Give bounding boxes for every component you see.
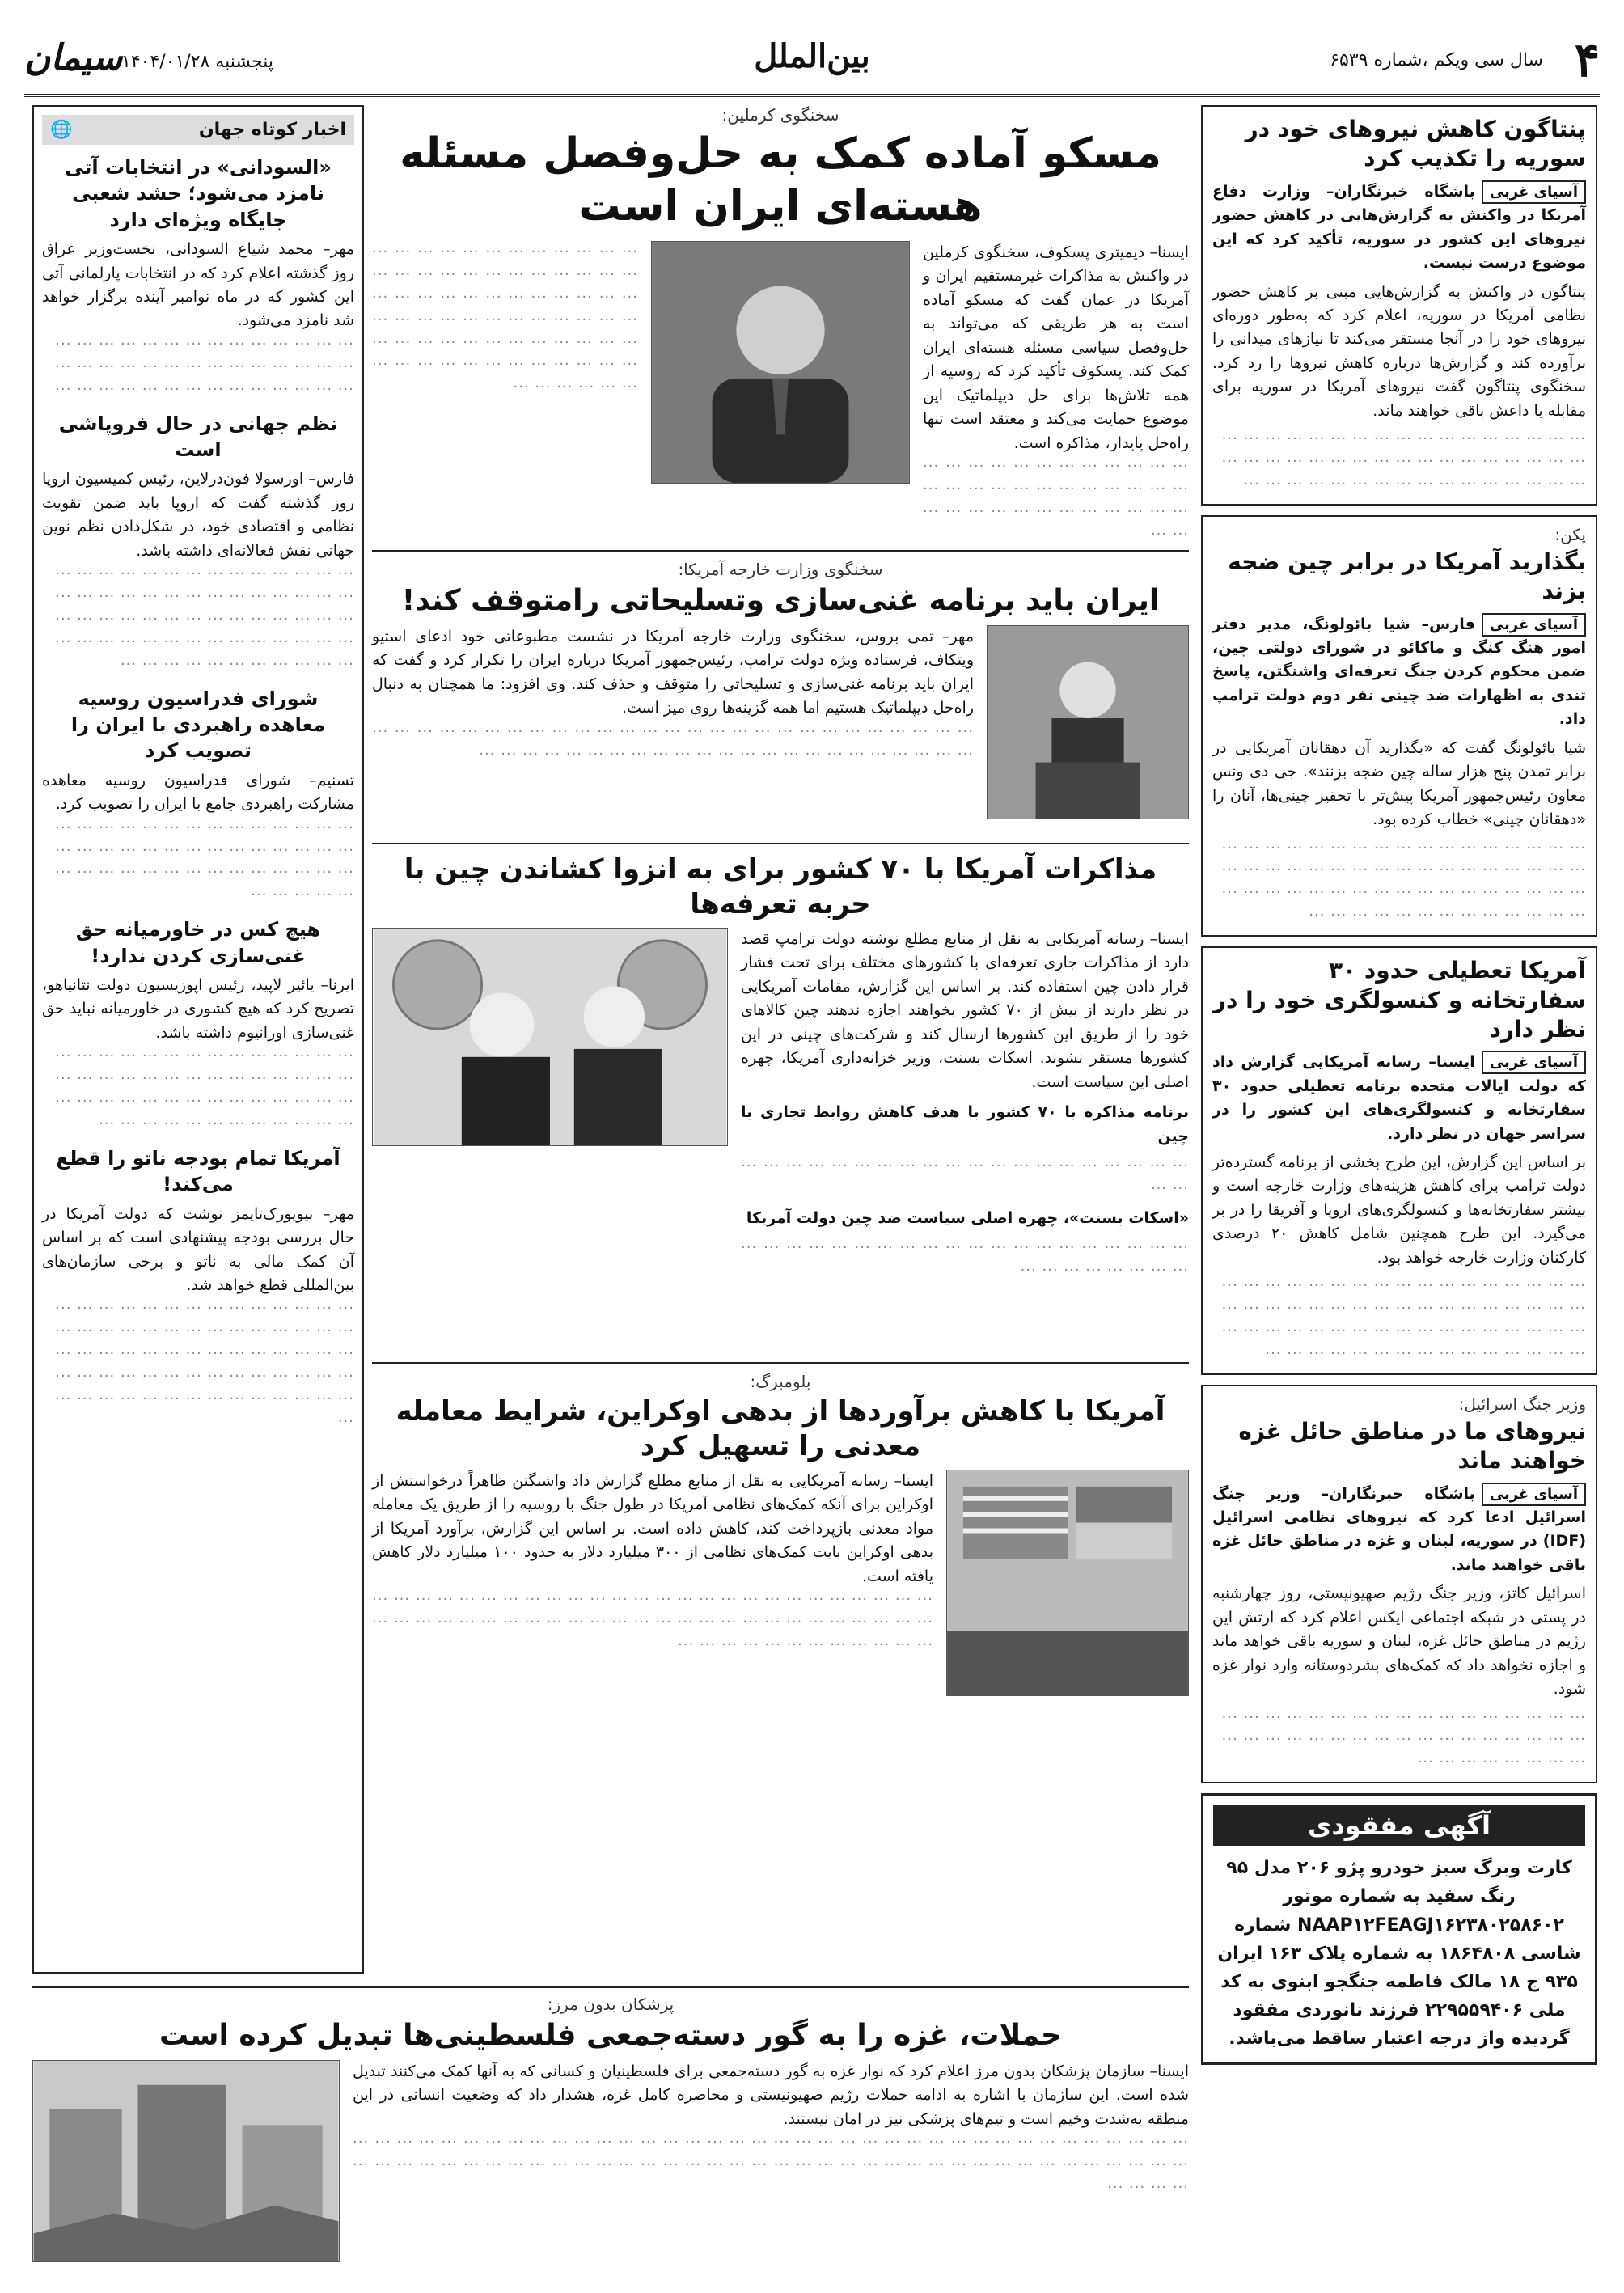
lead: ایسنا– رسانه آمریکایی گزارش داد که دولت ایالات متحده برنامه تعطیلی حدود ۳۰ سفارتخانه و کنسولگری‌های این کشور را در سراسر جهان در نظر دارد. — [1212, 1053, 1586, 1143]
gaza-rubble-photo — [32, 2060, 340, 2262]
middle-column — [372, 105, 1189, 1974]
kicker: وزیر جنگ اسرائیل: — [1458, 1394, 1586, 1414]
brief-headline: «السودانی» در انتخابات آتی نامزد می‌شود؛ حشد شعبی جایگاه ویژه‌ای دارد — [65, 156, 332, 231]
page-number: ۴ — [1574, 32, 1600, 87]
flags-image — [947, 1470, 1188, 1695]
story-beijing: پکن: بگذارید آمریکا در برابر چین ضجه بزند آسیای غربی فارس– شیا بائولونگ، مدیر دفتر امور هنگ کنگ و ماکائو در شورای دولتی چین، ضمن محکوم کردن جنگ تعرفه‌ای واشنگتن، پاسخ تندی به اظهارات ضد چینی نفر دوم دولت ترامپ داد. شیا بائولونگ گفت که «بگذارید آن دهقانان آمریکایی در برابر تمدن پنج هزار ساله چین ضجه بزنند». جی دی ونس معاون رئیس‌جمهور آمریکا پیش‌تر با تحقیر چینی‌ها، آنان را «دهقانان چینی» خطاب کرده بود. ··· ··· ··· ··· ··· ··· ··· ··· ··· ··· ··· ··· ··· ··· ··· ··· ··· ··· ··· ··· ··· ··· ··· ··· ··· ··· ··· ··· ··· ··· ··· ··· ··· ··· ··· ··· ··· ··· ··· ··· ··· ··· ··· ··· ··· ··· ··· ··· ··· ··· ··· ··· ··· ··· ··· ··· ··· ··· ··· ··· ··· ··· ··· ··· — [1201, 515, 1597, 937]
region-tag: آسیای غربی — [1482, 180, 1586, 204]
lead: باشگاه خبرنگاران– وزیر جنگ اسرائیل ادعا کرد که نیروهای نظامی اسرائیل (IDF) در سوریه، لبنان و غزه در مناطق حائل غزه باقی خواهند ماند. — [1212, 1484, 1586, 1574]
rubble-image — [33, 2061, 339, 2261]
flags-photo — [946, 1470, 1189, 1696]
headline: پنتاگون کاهش نیروهای خود در سوریه را تکذیب کرد — [1245, 116, 1586, 172]
lead: فارس– شیا بائولونگ، مدیر دفتر امور هنگ کنگ و ماکائو در شورای دولتی چین، ضمن محکوم کردن جنگ تعرفه‌ای واشنگتن، پاسخ تندی به اظهارات ضد چینی نفر دوم دولت ترامپ داد. — [1212, 615, 1586, 729]
brief-headline: نظم جهانی در حال فروپاشی است — [58, 412, 338, 461]
story-tariffs: مذاکرات آمریکا با ۷۰ کشور برای به انزوا کشاندن چین با حربه تعرفه‌ها ایسنا– رسانه آمریکایی به نقل از منابع مطلع نوشته دولت ترامپ قصد دارد از مذاکرات جاری تعرفه‌ای با کشورهای مختلف برای تحت فشار قرار دادن چین استفاده کند. بر اساس این گزارش، مقامات آمریکایی در نظر دارند از بیش از ۷۰ کشور بخواهند اجازه ندهند چین کالاهای خود را از طریق این کشورها ارسال کند و شرکت‌های چینی در این کشورها مستقر نشوند. اسکات بسنت، وزیر خزانه‌داری آمریکا، چهره اصلی این سیاست است. برنامه مذاکره با ۷۰ کشور با هدف کاهش روابط تجاری با چین ··· ··· ··· ··· ··· ··· ··· ··· ··· ··· ··· ··· ··· ··· ··· ··· ··· ··· ··· ··· ··· ··· «اسکات بسنت»، چهره اصلی سیاست ضد چین دولت آمریکا ··· ··· ··· ··· ··· ··· ··· ··· ··· ··· ··· ··· ··· ··· ··· ··· ··· ··· ··· ··· ··· ··· ··· ··· ··· ··· ··· ··· — [372, 852, 1189, 1354]
kicker: سخنگوی وزارت خارجه آمریکا: — [678, 560, 883, 579]
region-tag: آسیای غربی — [1482, 1483, 1586, 1506]
podium-image — [988, 626, 1188, 819]
kicker: بلومبرگ: — [750, 1372, 811, 1391]
brief-headline: هیچ کس در خاورمیانه حق غنی‌سازی کردن ندارد! — [75, 918, 321, 967]
article-text: ایسنا– رسانه آمریکایی به نقل از منابع مطلع نوشته دولت ترامپ قصد دارد از مذاکرات جاری تعرفه‌ای با کشورهای مختلف برای تحت فشار قرار دادن چین استفاده کند. بر اساس این گزارش، مقامات آمریکایی در نظر دارند از بیش از ۷۰ کشور بخواهند اجازه ندهند چین کالاهای خود را از طریق این کشورها ارسال کند و شرکت‌های چینی در این کشورها مستقر نشوند. اسکات بسنت، وزیر خزانه‌داری آمریکا، چهره اصلی این سیاست است. — [741, 930, 1189, 1091]
article-text: ایسنا– سازمان پزشکان بدون مرز اعلام کرد که نوار غزه به گور دسته‌جمعی برای فلسطینیان و کسانی که به آنها کمک می‌کنند تبدیل شده است. این سازمان با اشاره به ادامه حملات رژیم صهیونیستی و محاصره کامل غزه، هشدار داد که وضعیت انسانی در این منطقه به‌شدت وخیم است و تیم‌های پزشکی نیز در امان نیستند. — [353, 2062, 1189, 2128]
ad-title: آگهی مفقودی — [1213, 1805, 1585, 1846]
article-text: مهر– تمی بروس، سخنگوی وزارت خارجه آمریکا در نشست مطبوعاتی خود ادعای استیو ویتکاف، فرستاده ویژه دولت ترامپ، رئیس‌جمهور آمریکا درباره ایران را تکرار کرد و گفت که ایران باید برنامه غنی‌سازی و تسلیحاتی را متوقف و حذف کند. وی افزود: ما همچنان به دنبال راه‌حل دیپلماتیک هستیم اما همه گزینه‌ها روی میز است. — [372, 628, 974, 717]
region-tag: آسیای غربی — [1482, 1051, 1586, 1074]
article-text: اسرائیل کاتز، وزیر جنگ رژیم صهیونیستی، روز چهارشنبه در پستی در شبکه اجتماعی ایکس اعلام کرد که ارتش این رژیم در مناطق حائل غزه، لبنان و سوریه باقی خواهد ماند و اجازه نخواهد داد که کمک‌های بشردوستانه وارد نوار غزه شود. — [1212, 1584, 1586, 1699]
story-kremlin: سخنگوی کرملین: مسکو آماده کمک به حل‌وفصل مسئله هسته‌ای ایران است ایسنا– دیمیتری پسکوف، سخنگوی کرملین در واکنش به مذاکرات غیرمستقیم ایران و آمریکا در عمان گفت که مسکو آماده است به هر طریقی که می‌تواند به حل‌وفصل سیاسی مسئله هسته‌ای ایران کمک کند. پسکوف تأکید کرد که روسیه از همه تلاش‌ها برای حل دیپلماتیک این موضوع حمایت می‌کند و معتقد است تنها راه‌حل پایدار، مذاکره است. ··· ··· ··· ··· ··· ··· ··· ··· ··· ··· ··· ··· ··· ··· ··· ··· ··· ··· ··· ··· ··· ··· ··· ··· ··· ··· ··· ··· ··· ··· ··· ··· ··· ··· ··· ··· ··· ··· ··· ··· ··· ··· ··· ··· ··· ··· ··· ··· ··· ··· ··· ··· ··· ··· ··· ··· ··· ··· ··· ··· ··· ··· ··· ··· ··· ··· ··· ··· ··· ··· ··· ··· ··· ··· ··· ··· ··· ··· ··· ··· ··· ··· ··· ··· ··· ··· ··· ··· ··· ··· ··· ··· ··· ··· ··· ··· ··· ··· ··· ··· ··· ··· ··· ··· ··· ··· ··· ··· ··· ··· ··· ··· ··· ··· ··· ··· — [372, 105, 1189, 543]
brief-text: ایرنا– یائیر لاپید، رئیس اپوزیسیون دولت نتانیاهو، تصریح کرد که هیچ کشوری در خاورمیانه نباید حق غنی‌سازی اورانیوم داشته باشد. — [42, 975, 354, 1042]
lead: باشگاه خبرنگاران– وزارت دفاع آمریکا در واکنش به گزارش‌هایی در کاهش حضور نیروهای این کشور در سوریه، تأکید کرد که این موضوع درست نیست. — [1212, 182, 1586, 273]
peskov-photo — [651, 241, 910, 484]
kicker: پزشکان بدون مرز: — [547, 1995, 675, 2014]
story-pentagon: پنتاگون کاهش نیروهای خود در سوریه را تکذیب کرد آسیای غربی باشگاه خبرنگاران– وزارت دفاع آمریکا در واکنش به گزارش‌هایی در کاهش حضور نیروهای این کشور در سوریه، تأکید کرد که این موضوع درست نیست. پنتاگون در واکنش به گزارش‌هایی مبنی بر کاهش حضور نظامی آمریکا در سوریه، اعلام کرد که به‌طور دوره‌ای نیروهای خود را در آنجا مستقر می‌کند تا نیازهای میدانی را برآورده کند و گزارش‌ها درباره کاهش نیروها را رد کرد. سخنگوی پنتاگون گفت نیروهای آمریکا در سوریه برای مقابله با داعش باقی خواهند ماند. ··· ··· ··· ··· ··· ··· ··· ··· ··· ··· ··· ··· ··· ··· ··· ··· ··· ··· ··· ··· ··· ··· ··· ··· ··· ··· ··· ··· ··· ··· ··· ··· ··· ··· ··· ··· ··· ··· ··· ··· ··· ··· ··· ··· ··· ··· ··· ··· ··· ··· — [1201, 105, 1597, 506]
ad-text: کارت وبرگ سبز خودرو پژو ۲۰۶ مدل ۹۵ رنگ سفید به شماره موتور NAAP۱۲FEAGJ۱۶۲۳۸۰۲۵۸۶۰۲ شماره شاسی ۱۸۶۴۸۰۸ به شماره پلاک ۱۶۳ ایران ۹۳۵ ج ۱۸ مالک فاطمه جنگجو ابنوی به کد ملی ۲۲۹۵۵۹۴۰۶ فرزند نانوردی مفقود گردیده واز درجه اعتبار ساقط می‌باشد. — [1217, 1858, 1581, 2050]
story-ukraine: بلومبرگ: آمریکا با کاهش برآوردها از بدهی اوکراین، شرایط معامله معدنی را تسهیل کرد ایسنا– رسانه آمریکایی به نقل از منابع مطلع گزارش داد واشنگتن ظاهراً درخواستش از اوکراین برای آنکه کمک‌های نظامی آمریکا در طول جنگ با روسیه را از طریق یک معامله مواد معدنی بازپرداخت کند، کاهش داده است. بر اساس این گزارش، برآورد آمریکا از بدهی اوکراین بابت کمک‌های نظامی از ۳۰۰ میلیارد دلار به حدود ۱۰۰ میلیارد دلار کاهش یافته است. ··· ··· ··· ··· ··· ··· ··· ··· ··· ··· ··· ··· ··· ··· ··· ··· ··· ··· ··· ··· ··· ··· ··· ··· ··· ··· ··· ··· ··· ··· ··· ··· ··· ··· ··· ··· ··· ··· ··· ··· ··· ··· ··· ··· ··· ··· ··· ··· ··· ··· ··· ··· ··· ··· ··· ··· ··· ··· ··· ··· ··· ··· ··· ··· — [372, 1372, 1189, 1922]
portrait-image — [652, 242, 909, 483]
brief-headline: شورای فدراسیون روسیه معاهده راهبردی با ایران را تصویب کرد — [70, 687, 326, 763]
article-text: بر اساس این گزارش، این طرح بخشی از برنامه گسترده‌تر دولت ترامپ برای کاهش هزینه‌های وزارت خارجه است و بیشتر سفارتخانه‌ها و کنسولگری‌های اروپا و آفریقا را در بر می‌گیرد. این طرح همچنین شامل کاهش ۲۰ درصدی کارکنان وزارت خارجه خواهد بود. — [1212, 1153, 1587, 1267]
story-us-spokeswoman: سخنگوی وزارت خارجه آمریکا: ایران باید برنامه غنی‌سازی وتسلیحاتی رامتوقف کند! مهر– تمی بروس، سخنگوی وزارت خارجه آمریکا در نشست مطبوعاتی خود ادعای استیو ویتکاف، فرستاده ویژه دولت ترامپ، رئیس‌جمهور آمریکا درباره ایران را تکرار کرد و گفت که ایران باید برنامه غنی‌سازی و تسلیحاتی را متوقف و حذف کند. وی افزود: ما همچنان به دنبال راه‌حل دیپلماتیک هستیم اما همه گزینه‌ها روی میز است. ··· ··· ··· ··· ··· ··· ··· ··· ··· ··· ··· ··· ··· ··· ··· ··· ··· ··· ··· ··· ··· ··· ··· ··· ··· ··· ··· ··· ··· ··· ··· ··· ··· ··· ··· ··· ··· ··· ··· ··· ··· ··· ··· ··· ··· ··· ··· ··· ··· ··· — [372, 560, 1189, 835]
two-men-image — [373, 929, 727, 1145]
trump-bessent-photo — [372, 928, 728, 1146]
story-gaza: پزشکان بدون مرز: حملات، غزه را به گور دسته‌جمعی فلسطینی‌ها تبدیل کرده است ایسنا– سازمان پزشکان بدون مرز اعلام کرد که نوار غزه به گور دسته‌جمعی برای فلسطینیان و کسانی که به آنها کمک می‌کنند تبدیل شده است. این سازمان با اشاره به ادامه حملات رژیم صهیونیستی و محاصره کامل غزه، هشدار داد که وضعیت انسانی در این منطقه به‌شدت وخیم است و تیم‌های پزشکی نیز در امان نیستند. ··· ··· ··· ··· ··· ··· ··· ··· ··· ··· ··· ··· ··· ··· ··· ··· ··· ··· ··· ··· ··· ··· ··· ··· ··· ··· ··· ··· ··· ··· ··· ··· ··· ··· ··· ··· ··· ··· ··· ··· ··· ··· ··· ··· ··· ··· ··· ··· ··· ··· ··· ··· ··· ··· ··· ··· ··· ··· ··· ··· ··· ··· ··· ··· ··· ··· ··· ··· ··· ··· ··· ··· ··· ··· ··· ··· ··· ··· ··· ··· — [32, 1986, 1189, 2265]
right-column — [1201, 105, 1597, 2265]
headline: بگذارید آمریکا در برابر چین ضجه بزند — [1228, 548, 1586, 605]
headline: ایران باید برنامه غنی‌سازی وتسلیحاتی رامتوقف کند! — [401, 584, 1160, 617]
newspaper-logo: سیمان — [24, 37, 123, 78]
left-column — [32, 105, 364, 1974]
page-header — [24, 32, 1600, 97]
globe-icon: 🌐 — [50, 120, 73, 140]
headline: آمریکا تعطیلی حدود ۳۰ سفارتخانه و کنسولگری خود را در نظر دارد — [1212, 957, 1586, 1043]
brief-text: تسنیم– شورای فدراسیون روسیه معاهده مشارکت راهبردی جامع با ایران را تصویب کرد. — [42, 771, 354, 814]
headline: حملات، غزه را به گور دسته‌جمعی فلسطینی‌ها تبدیل کرده است — [159, 2019, 1062, 2052]
region-tag: آسیای غربی — [1482, 613, 1586, 637]
issue-info: سال سی ویکم ،شماره ۶۵۳۹ — [1330, 50, 1543, 70]
kicker: پکن: — [1554, 524, 1586, 544]
brief-text: مهر– محمد شیاع السودانی، نخست‌وزیر عراق روز گذشته اعلام کرد که در انتخابات پارلمانی آتی این کشور که در ماه نوامبر آینده برگزار خواهد شد نامزد می‌شود. — [42, 240, 354, 330]
article-text: پنتاگون در واکنش به گزارش‌هایی مبنی بر کاهش حضور نظامی آمریکا در سوریه، اعلام کرد که به‌طور دوره‌ای نیروهای خود را در آنجا مستقر می‌کند تا نیازهای میدانی را برآورده کند و گزارش‌ها درباره کاهش نیروها را رد کرد. سخنگوی پنتاگون گفت نیروهای آمریکا در سوریه برای مقابله با داعش باقی خواهند ماند. — [1212, 282, 1586, 420]
subhead: «اسکات بسنت»، چهره اصلی سیاست ضد چین دولت آمریکا — [746, 1208, 1189, 1227]
brief-text: فارس– اورسولا فون‌درلاین، رئیس کمیسیون اروپا روز گذشته گفت که اروپا باید ضمن تقویت نظامی و اقتصادی خود، در شکل‌دادن نظم نوین جهانی نقش فعالانه‌ای داشته باشد. — [42, 470, 354, 560]
headline: مذاکرات آمریکا با ۷۰ کشور برای به انزوا کشاندن چین با حربه تعرفه‌ها — [404, 853, 1157, 920]
world-briefs: اخبار کوتاه جهان 🌐 «السودانی» در انتخابات آتی نامزد می‌شود؛ حشد شعبی جایگاه ویژه‌ای دارد مهر– محمد شیاع السودانی، نخست‌وزیر عراق روز گذشته اعلام کرد که در انتخابات پارلمانی آتی این کشور که در ماه نوامبر آینده برگزار خواهد شد نامزد می‌شود. ··· ··· ··· ··· ··· ··· ··· ··· ··· ··· ··· ··· ··· ··· ··· ··· ··· ··· ··· ··· ··· ··· ··· ··· ··· ··· ··· ··· ··· ··· ··· ··· ··· ··· ··· ··· ··· ··· ··· ··· ··· ··· نظم جهانی در حال فروپاشی است فارس– اورسولا فون‌درلاین، رئیس کمیسیون اروپا روز گذشته گفت که اروپا باید ضمن تقویت نظامی و اقتصادی خود، در شکل‌دادن نظم نوین جهانی نقش فعالانه‌ای داشته باشد. ··· ··· ··· ··· ··· ··· ··· ··· ··· ··· ··· ··· ··· ··· ··· ··· ··· ··· ··· ··· ··· ··· ··· ··· ··· ··· ··· ··· ··· ··· ··· ··· ··· ··· ··· ··· ··· ··· ··· ··· ··· ··· ··· ··· ··· ··· ··· ··· ··· ··· ··· ··· ··· ··· ··· ··· ··· ··· ··· ··· ··· ··· ··· ··· ··· ··· ··· شورای فدراسیون روسیه معاهده راهبردی با ایران را تصویب کرد تسنیم– شورای فدراسیون روسیه معاهده مشارکت راهبردی جامع با ایران را تصویب کرد. ··· ··· ··· ··· ··· ··· ··· ··· ··· ··· ··· ··· ··· ··· ··· ··· ··· ··· ··· ··· ··· ··· ··· ··· ··· ··· ··· ··· ··· ··· ··· ··· ··· ··· ··· ··· ··· ··· ··· ··· ··· ··· ··· ··· ··· ··· ··· هیچ کس در خاورمیانه حق غنی‌سازی کردن ندارد! ایرنا– یائیر لاپید، رئیس اپوزیسیون دولت نتانیاهو، تصریح کرد که هیچ کشوری در خاورمیانه نباید حق غنی‌سازی اورانیوم داشته باشد. ··· ··· ··· ··· ··· ··· ··· ··· ··· ··· ··· ··· ··· ··· ··· ··· ··· ··· ··· ··· ··· ··· ··· ··· ··· ··· ··· ··· ··· ··· ··· ··· ··· ··· ··· ··· ··· ··· ··· ··· ··· ··· ··· ··· ··· ··· ··· ··· ··· ··· ··· ··· ··· ··· آمریکا تمام بودجه ناتو را قطع می‌کند! مهر– نیویورک‌تایمز نوشت که دولت آمریکا در حال بررسی بودجه پیشنهادی است که بر اساس آن کمک مالی به ناتو و برخی سازمان‌های بین‌المللی قطع خواهد شد. ··· ··· ··· ··· ··· ··· ··· ··· ··· ··· ··· ··· ··· ··· ··· ··· ··· ··· ··· ··· ··· ··· ··· ··· ··· ··· ··· ··· ··· ··· ··· ··· ··· ··· ··· ··· ··· ··· ··· ··· ··· ··· ··· ··· ··· ··· ··· ··· ··· ··· ··· ··· ··· ··· ··· ··· ··· ··· ··· ··· ··· ··· ··· ··· ··· ··· ··· ··· ··· ··· ··· — [32, 105, 364, 1974]
headline: آمریکا با کاهش برآوردها از بدهی اوکراین، شرایط معامله معدنی را تسهیل کرد — [395, 1395, 1165, 1462]
briefs-title: اخبار کوتاه جهان — [198, 120, 346, 140]
section-title: بین‌الملل — [754, 37, 870, 75]
lost-notice-ad — [1201, 1793, 1597, 2065]
subhead: برنامه مذاکره با ۷۰ کشور با هدف کاهش روابط تجاری با چین — [741, 1103, 1189, 1145]
article-text: ایسنا– رسانه آمریکایی به نقل از منابع مطلع گزارش داد واشنگتن ظاهراً درخواستش از اوکراین برای آنکه کمک‌های نظامی آمریکا در طول جنگ با روسیه را از طریق یک معامله مواد معدنی بازپرداخت کند، کاهش داده است. بر اساس این گزارش، برآورد آمریکا از بدهی اوکراین بابت کمک‌های نظامی از ۳۰۰ میلیارد دلار به حدود ۱۰۰ میلیارد دلار کاهش یافته است. — [372, 1472, 933, 1585]
brief-headline: آمریکا تمام بودجه ناتو را قطع می‌کند! — [56, 1146, 340, 1196]
brief-text: مهر– نیویورک‌تایمز نوشت که دولت آمریکا در حال بررسی بودجه پیشنهادی است که بر اساس آن کمک مالی به ناتو و برخی سازمان‌های بین‌المللی قطع خواهد شد. — [42, 1204, 354, 1294]
spokeswoman-photo — [987, 625, 1189, 819]
headline: نیروهای ما در مناطق حائل غزه خواهند ماند — [1238, 1417, 1586, 1474]
article-text: ایسنا– دیمیتری پسکوف، سخنگوی کرملین در واکنش به مذاکرات غیرمستقیم ایران و آمریکا در عمان گفت که مسکو آماده است به هر طریقی که می‌تواند به حل‌وفصل سیاسی مسئله هسته‌ای ایران کمک کند. پسکوف تأکید کرد که روسیه از همه تلاش‌ها برای حل دیپلماتیک این موضوع حمایت می‌کند و معتقد است تنها راه‌حل پایدار، مذاکره است. — [923, 243, 1189, 452]
kicker: سخنگوی کرملین: — [721, 105, 839, 125]
issue-date: پنجشنبه ۱۴۰۴/۰۱/۲۸ — [121, 52, 274, 72]
article-text: شیا بائولونگ گفت که «بگذارید آن دهقانان آمریکایی در برابر تمدن پنج هزار ساله چین ضجه بزنند». جی دی ونس معاون رئیس‌جمهور آمریکا پیش‌تر با تحقیر چینی‌ها، آنان را «دهقانان چینی» خطاب کرده بود. — [1212, 738, 1586, 829]
story-embassies: آمریکا تعطیلی حدود ۳۰ سفارتخانه و کنسولگری خود را در نظر دارد آسیای غربی ایسنا– رسانه آمریکایی گزارش داد که دولت ایالات متحده برنامه تعطیلی حدود ۳۰ سفارتخانه و کنسولگری‌های این کشور را در سراسر جهان در نظر دارد. بر اساس این گزارش، این طرح بخشی از برنامه گسترده‌تر دولت ترامپ برای کاهش هزینه‌های وزارت خارجه است و بیشتر سفارتخانه‌ها و کنسولگری‌های اروپا و آفریقا را در بر می‌گیرد. این طرح همچنین شامل کاهش ۲۰ درصدی کارکنان وزارت خارجه خواهد بود. ··· ··· ··· ··· ··· ··· ··· ··· ··· ··· ··· ··· ··· ··· ··· ··· ··· ··· ··· ··· ··· ··· ··· ··· ··· ··· ··· ··· ··· ··· ··· ··· ··· ··· ··· ··· ··· ··· ··· ··· ··· ··· ··· ··· ··· ··· ··· ··· ··· ··· ··· ··· ··· ··· ··· ··· ··· ··· ··· ··· ··· ··· ··· ··· ··· ··· — [1201, 946, 1597, 1375]
headline: مسکو آماده کمک به حل‌وفصل مسئله هسته‌ای ایران است — [400, 129, 1161, 231]
story-israel: وزیر جنگ اسرائیل: نیروهای ما در مناطق حائل غزه خواهند ماند آسیای غربی باشگاه خبرنگاران– وزیر جنگ اسرائیل ادعا کرد که نیروهای نظامی اسرائیل (IDF) در سوریه، لبنان و غزه در مناطق حائل غزه باقی خواهند ماند. اسرائیل کاتز، وزیر جنگ رژیم صهیونیستی، روز چهارشنبه در پستی در شبکه اجتماعی ایکس اعلام کرد که ارتش این رژیم در مناطق حائل غزه، لبنان و سوریه باقی خواهد ماند و اجازه نخواهد داد که کمک‌های بشردوستانه وارد نوار غزه شود. ··· ··· ··· ··· ··· ··· ··· ··· ··· ··· ··· ··· ··· ··· ··· ··· ··· ··· ··· ··· ··· ··· ··· ··· ··· ··· ··· ··· ··· ··· ··· ··· ··· ··· ··· ··· ··· ··· ··· ··· ··· ··· — [1201, 1385, 1597, 1783]
